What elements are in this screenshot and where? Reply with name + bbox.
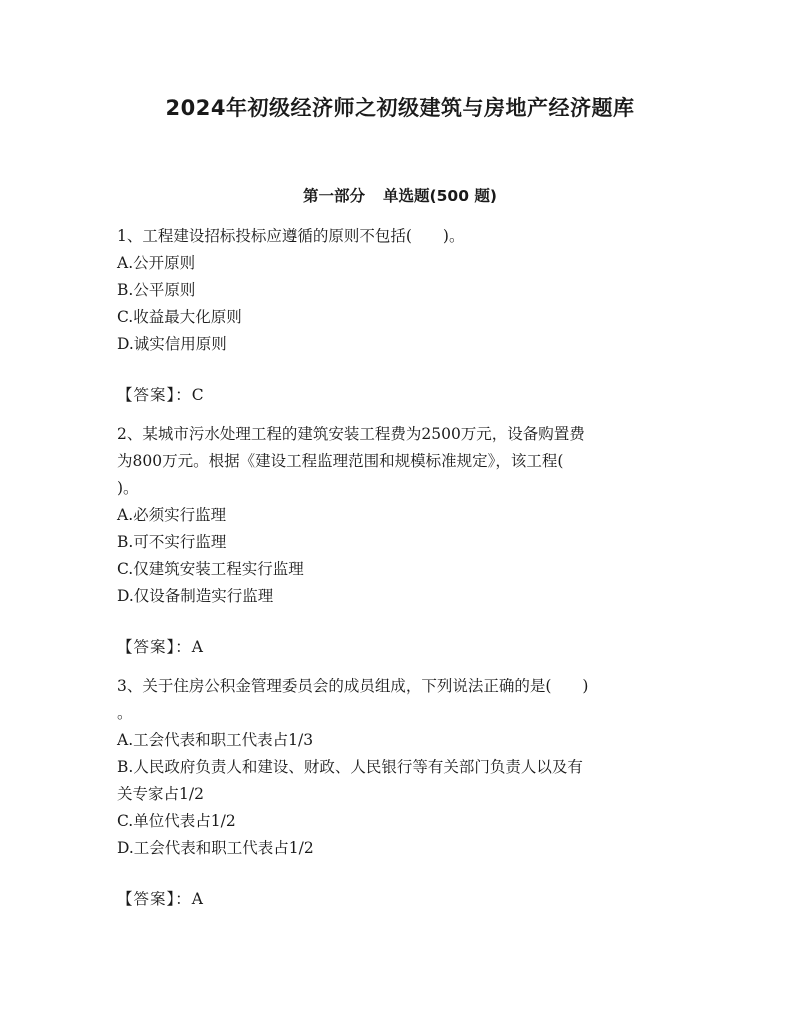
question-stem: 1、工程建设招标投标应遵循的原则不包括( )。 bbox=[117, 227, 465, 245]
answer-value: C bbox=[191, 386, 204, 404]
option-b: B.人民政府负责人和建设、财政、人民银行等有关部门负责人以及有 bbox=[117, 758, 583, 776]
option-b-continued: 关专家占1/2 bbox=[117, 785, 204, 803]
answer-label: 【答案】： bbox=[117, 638, 192, 656]
section-type: 单选题(500 题) bbox=[383, 187, 497, 205]
option-b: B.公平原则 bbox=[117, 281, 196, 299]
question-stem: )。 bbox=[117, 479, 139, 497]
document-title: 2024年初级经济师之初级建筑与房地产经济题库 bbox=[165, 96, 635, 120]
section-part: 第一部分 bbox=[303, 187, 366, 205]
question-1 bbox=[117, 223, 683, 409]
answer-label: 【答案】： bbox=[117, 890, 192, 908]
question-stem: 。 bbox=[117, 704, 133, 722]
option-b: B.可不实行监理 bbox=[117, 533, 227, 551]
question-stem: 3、关于住房公积金管理委员会的成员组成，下列说法正确的是( ) bbox=[117, 677, 589, 695]
option-c: C.单位代表占1/2 bbox=[117, 812, 236, 830]
question-stem: 2、某城市污水处理工程的建筑安装工程费为2500万元，设备购置费 bbox=[117, 425, 585, 443]
question-2 bbox=[117, 421, 683, 661]
option-d: D.诚实信用原则 bbox=[117, 335, 227, 353]
answer-line bbox=[117, 634, 683, 661]
question-3 bbox=[117, 673, 683, 913]
answer-line bbox=[117, 382, 683, 409]
answer-line bbox=[117, 886, 683, 913]
option-c: C.仅建筑安装工程实行监理 bbox=[117, 560, 304, 578]
option-a: A.工会代表和职工代表占1/3 bbox=[117, 731, 314, 749]
answer-value: A bbox=[191, 890, 203, 908]
answer-value: A bbox=[191, 638, 203, 656]
question-list bbox=[117, 223, 683, 925]
answer-label: 【答案】： bbox=[117, 386, 192, 404]
section-heading bbox=[0, 184, 800, 206]
question-stem: 为800万元。根据《建设工程监理范围和规模标准规定》，该工程( bbox=[117, 452, 564, 470]
option-a: A.必须实行监理 bbox=[117, 506, 227, 524]
option-c: C.收益最大化原则 bbox=[117, 308, 242, 326]
option-a: A.公开原则 bbox=[117, 254, 196, 272]
option-d: D.工会代表和职工代表占1/2 bbox=[117, 839, 314, 857]
option-d: D.仅设备制造实行监理 bbox=[117, 587, 274, 605]
